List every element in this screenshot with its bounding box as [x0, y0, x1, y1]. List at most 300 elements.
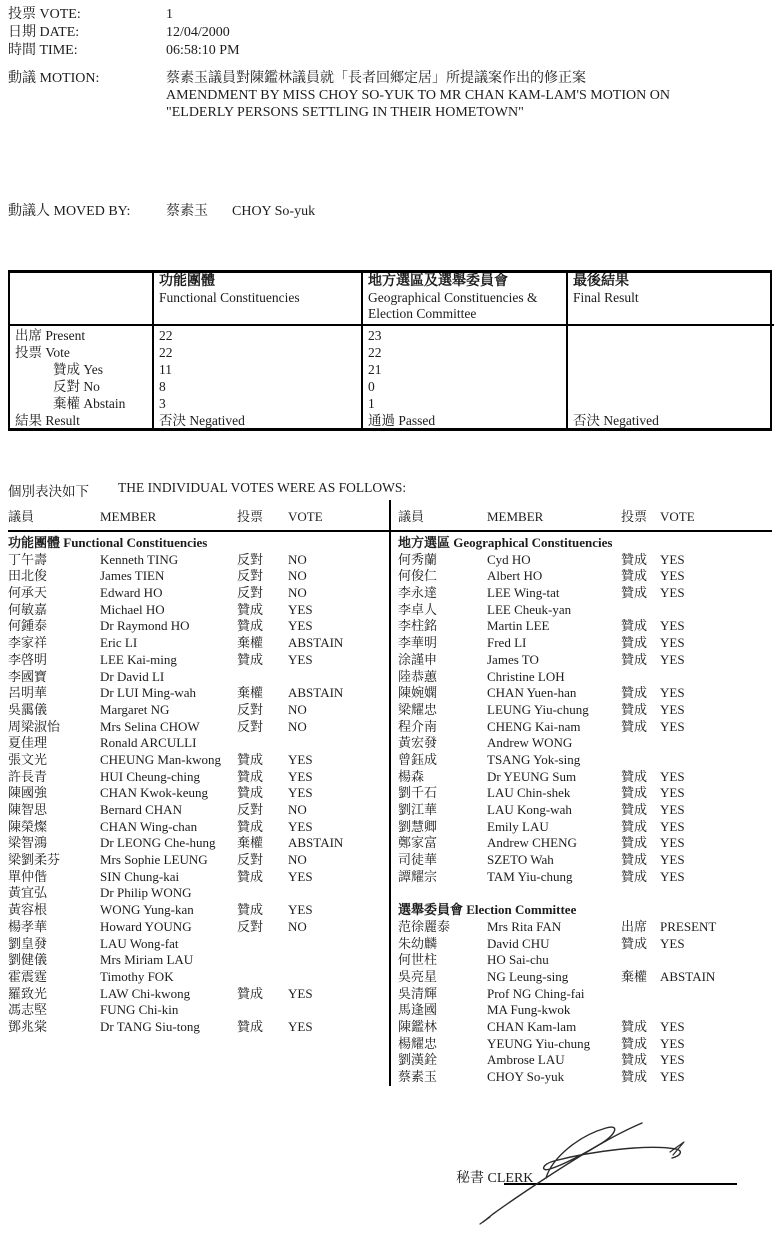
- member-name-cn: 劉慧卿: [398, 818, 438, 834]
- sum-col-fr: [566, 326, 774, 428]
- vote-en: YES: [660, 1018, 685, 1034]
- member-name-en: Dr YEUNG Sum: [487, 768, 577, 784]
- member-name-cn: 周梁淑怡: [8, 718, 61, 734]
- summary-line: 贊成 Yes: [53, 362, 104, 377]
- vote-en: [288, 936, 388, 953]
- member-row: [398, 769, 772, 786]
- vote-cn: [621, 669, 660, 686]
- vote-cn: 贊成: [621, 1035, 648, 1051]
- member-name-en: HUI Cheung-ching: [100, 768, 201, 784]
- vote-cn: 出席: [621, 918, 648, 934]
- vote-cn: 反對: [237, 701, 264, 717]
- vote-cn: 反對: [237, 802, 264, 817]
- vote-cn: 棄權: [237, 635, 264, 651]
- member-row: [398, 568, 772, 585]
- member-name-en: LAU Chin-shek: [487, 785, 571, 801]
- vote-cn: 反對: [237, 852, 264, 868]
- member-name-cn: 李國寶: [8, 668, 48, 684]
- member-name-cn: 梁耀忠: [398, 701, 438, 717]
- member-row: [398, 919, 772, 936]
- vote-cn: 贊成: [621, 1052, 648, 1068]
- column-header-row: [398, 509, 772, 535]
- summary-header-final: [566, 273, 774, 326]
- member-name-en: Cyd HO: [487, 551, 531, 567]
- summary-line: 否決 Negatived: [573, 413, 659, 428]
- vote-en: YES: [660, 1035, 685, 1051]
- member-row: [398, 952, 772, 969]
- vote-en: [660, 1002, 772, 1019]
- member-row: [8, 685, 388, 702]
- member-name-cn: 議員: [8, 509, 35, 524]
- vote-cn: [621, 986, 660, 1003]
- vote-en: [288, 669, 388, 686]
- moved-by-name-en: CHOY So-yuk: [232, 204, 316, 219]
- member-row: [398, 802, 772, 819]
- member-name-cn: 劉漢銓: [398, 1052, 438, 1068]
- member-name-en: CHAN Kam-lam: [487, 1018, 577, 1034]
- vote-en: YES: [660, 568, 685, 584]
- vote-cn: 棄權: [237, 685, 264, 701]
- member-row: [398, 752, 772, 769]
- member-name-cn: 陳婉嫻: [398, 685, 438, 701]
- vote-en: NO: [288, 918, 307, 934]
- summary-line: 通過 Passed: [368, 413, 436, 428]
- vote-cn: [237, 969, 288, 986]
- section-title: 地方選區 Geographical Constituencies: [398, 535, 613, 550]
- vote-en: [660, 952, 772, 969]
- vote-en: [660, 602, 772, 619]
- vote-en: [660, 986, 772, 1003]
- member-name-cn: 何鍾泰: [8, 618, 48, 634]
- vote-en: YES: [288, 1018, 313, 1034]
- individual-heading-en: THE INDIVIDUAL VOTES WERE AS FOLLOWS:: [118, 480, 407, 495]
- summary-header-empty: [10, 273, 152, 326]
- vote-en: YES: [288, 751, 313, 767]
- member-row: [8, 902, 388, 919]
- member-name-cn: 陳鑑林: [398, 1018, 438, 1034]
- member-name-cn: 霍震霆: [8, 968, 48, 984]
- member-name-en: LAW Chi-kwong: [100, 985, 191, 1001]
- member-row: [8, 585, 388, 602]
- member-name-cn: 何世柱: [398, 952, 438, 968]
- summary-header-geographical: [361, 273, 566, 326]
- member-name-cn: 黃宜弘: [8, 885, 48, 901]
- vote-cn: 贊成: [621, 618, 648, 634]
- member-name-en: SIN Chung-kai: [100, 868, 180, 884]
- vote-cn: 贊成: [237, 785, 264, 801]
- vote-en: YES: [660, 935, 685, 951]
- member-name-en: Ambrose LAU: [487, 1052, 565, 1068]
- vote-en: NO: [288, 701, 307, 717]
- vote-en: YES: [288, 902, 313, 918]
- member-name-en: Howard YOUNG: [100, 918, 192, 934]
- member-name-cn: 許長青: [8, 768, 48, 784]
- summary-line: 8: [159, 379, 166, 394]
- member-row: [8, 652, 388, 669]
- member-name-cn: 吳靄儀: [8, 701, 48, 717]
- member-name-en: Dr Philip WONG: [100, 885, 192, 901]
- sum-col-label: [10, 326, 152, 428]
- member-row: [8, 835, 388, 852]
- summary-line: 3: [159, 396, 166, 411]
- vote-cn: [621, 1002, 660, 1019]
- vote-cn: 贊成: [621, 935, 648, 951]
- member-row: [8, 785, 388, 802]
- member-name-cn: 曾鈺成: [398, 751, 438, 767]
- vote-cn: 反對: [237, 551, 264, 567]
- member-name-en: Michael HO: [100, 601, 165, 617]
- section-header-row: [8, 535, 388, 552]
- vote-en: YES: [660, 1069, 685, 1084]
- vote-cn: 投票: [621, 509, 648, 524]
- vote-en: YES: [288, 601, 313, 617]
- summary-line: 22: [159, 328, 173, 343]
- vote-en: YES: [660, 701, 685, 717]
- member-name-cn: 吳亮星: [398, 968, 438, 984]
- column-divider: [389, 500, 391, 1086]
- vote-en: YES: [660, 651, 685, 667]
- summary-header-functional-en: Functional Constituencies: [159, 290, 300, 305]
- member-name-en: Mrs Sophie LEUNG: [100, 852, 208, 868]
- member-name-en: LEUNG Yiu-chung: [487, 701, 589, 717]
- section-title: 功能團體 Functional Constituencies: [8, 535, 208, 550]
- member-name-en: Fred LI: [487, 635, 527, 651]
- vote-cn: [237, 669, 288, 686]
- vote-cn: 贊成: [621, 551, 648, 567]
- member-name-cn: 吳清輝: [398, 985, 438, 1001]
- vote-cn: 贊成: [621, 718, 648, 734]
- vote-cn: 贊成: [621, 818, 648, 834]
- member-row: [8, 635, 388, 652]
- summary-header-final-cn: 最後結果: [573, 274, 629, 289]
- member-name-en: David CHU: [487, 935, 550, 951]
- votes-column-functional: [8, 509, 388, 1036]
- member-row: [398, 969, 772, 986]
- member-name-en: Bernard CHAN: [100, 802, 182, 817]
- member-row: [398, 669, 772, 686]
- vote-cn: 贊成: [621, 651, 648, 667]
- member-name-cn: 李卓人: [398, 601, 438, 617]
- vote-cn: 贊成: [237, 868, 264, 884]
- vote-cn: 贊成: [237, 985, 264, 1001]
- member-row: [398, 819, 772, 836]
- vote-cn: 反對: [237, 585, 264, 601]
- member-name-cn: 議員: [398, 509, 425, 524]
- summary-line: [573, 344, 769, 361]
- vote-en: YES: [660, 802, 685, 817]
- clerk-signature: [430, 1106, 750, 1238]
- summary-header-functional: [152, 273, 361, 326]
- vote-cn: [621, 735, 660, 752]
- vote-cn: [621, 752, 660, 769]
- column-header-row: [8, 509, 388, 535]
- member-name-cn: 楊森: [398, 768, 425, 784]
- vote-cn: 贊成: [237, 601, 264, 617]
- summary-line: 出席 Present: [15, 328, 86, 343]
- vote-en: NO: [288, 568, 307, 584]
- member-row: [8, 986, 388, 1003]
- member-row: [398, 1069, 772, 1086]
- member-name-en: Albert HO: [487, 568, 543, 584]
- vote-cn: 贊成: [621, 785, 648, 801]
- summary-line: 22: [159, 345, 173, 360]
- member-row: [8, 1019, 388, 1036]
- member-row: [8, 952, 388, 969]
- member-name-en: MEMBER: [100, 509, 157, 524]
- member-row: [398, 1019, 772, 1036]
- vote-en: YES: [288, 818, 313, 834]
- member-row: [8, 735, 388, 752]
- member-row: [398, 1036, 772, 1053]
- vote-cn: 贊成: [237, 818, 264, 834]
- time-value: 06:58:10 PM: [166, 43, 240, 58]
- vote-cn: [621, 602, 660, 619]
- section-header-row: [398, 535, 772, 552]
- member-name-en: Mrs Rita FAN: [487, 918, 562, 934]
- vote-cn: [237, 885, 288, 902]
- vote-en: YES: [288, 868, 313, 884]
- member-name-en: WONG Yung-kan: [100, 902, 194, 918]
- vote-cn: 贊成: [237, 751, 264, 767]
- member-row: [398, 585, 772, 602]
- member-row: [8, 669, 388, 686]
- member-row: [8, 969, 388, 986]
- member-name-en: James TIEN: [100, 568, 165, 584]
- vote-en: ABSTAIN: [288, 835, 344, 851]
- vote-en: YES: [660, 768, 685, 784]
- member-row: [398, 685, 772, 702]
- member-name-en: LEE Cheuk-yan: [487, 601, 572, 617]
- member-name-cn: 李永達: [398, 585, 438, 601]
- member-name-cn: 李華明: [398, 635, 438, 651]
- member-name-cn: 李家祥: [8, 635, 48, 651]
- member-row: [8, 702, 388, 719]
- sum-col-gc: [361, 326, 566, 428]
- member-name-en: Margaret NG: [100, 701, 170, 717]
- member-name-en: Prof NG Ching-fai: [487, 985, 585, 1001]
- member-row: [8, 936, 388, 953]
- vote-cn: [237, 735, 288, 752]
- member-name-cn: 范徐麗泰: [398, 918, 451, 934]
- member-name-en: Eric LI: [100, 635, 138, 651]
- moved-by-name-cn: 蔡素玉: [166, 204, 208, 219]
- member-row: [8, 852, 388, 869]
- vote-en: YES: [288, 785, 313, 801]
- member-name-cn: 夏佳理: [8, 735, 48, 751]
- vote-en: NO: [288, 551, 307, 567]
- member-name-cn: 單仲偕: [8, 868, 48, 884]
- vote-cn: 贊成: [621, 685, 648, 701]
- member-name-en: Ronald ARCULLI: [100, 735, 197, 751]
- member-row: [398, 719, 772, 736]
- vote-cn: 反對: [237, 918, 264, 934]
- summary-line: 21: [368, 362, 382, 377]
- member-name-en: Christine LOH: [487, 668, 565, 684]
- vote-en: [288, 885, 388, 902]
- summary-line: 0: [368, 379, 375, 394]
- member-name-cn: 李柱銘: [398, 618, 438, 634]
- vote-cn: 贊成: [237, 902, 264, 918]
- member-row: [8, 819, 388, 836]
- member-name-cn: 劉江華: [398, 802, 438, 817]
- member-row: [398, 735, 772, 752]
- member-row: [8, 769, 388, 786]
- vote-en: ABSTAIN: [660, 968, 716, 984]
- vote-cn: 贊成: [237, 1018, 264, 1034]
- vote-en: YES: [288, 618, 313, 634]
- vote-cn: 棄權: [621, 968, 648, 984]
- member-row: [398, 602, 772, 619]
- vote-en: NO: [288, 585, 307, 601]
- vote-cn: 贊成: [621, 768, 648, 784]
- member-name-en: MA Fung-kwok: [487, 1002, 571, 1018]
- member-name-cn: 楊耀忠: [398, 1035, 438, 1051]
- vote-number-label: 投票 VOTE:: [8, 7, 81, 22]
- summary-line: 1: [368, 396, 375, 411]
- vote-en: YES: [660, 785, 685, 801]
- summary-line: 11: [159, 362, 172, 377]
- member-name-en: CHENG Kai-nam: [487, 718, 581, 734]
- member-name-cn: 梁智鴻: [8, 835, 48, 851]
- member-name-en: Emily LAU: [487, 818, 549, 834]
- member-name-en: HO Sai-chu: [487, 952, 549, 968]
- vote-cn: 棄權: [237, 835, 264, 851]
- vote-en: [288, 952, 388, 969]
- summary-line: 否決 Negatived: [159, 413, 245, 428]
- summary-line: 結果 Result: [15, 413, 80, 428]
- time-label: 時間 TIME:: [8, 43, 78, 58]
- member-name-cn: 譚耀宗: [398, 868, 438, 884]
- vote-cn: [621, 952, 660, 969]
- date-value: 12/04/2000: [166, 25, 230, 40]
- member-row: [398, 552, 772, 569]
- member-row: [398, 1002, 772, 1019]
- vote-en: YES: [288, 651, 313, 667]
- vote-cn: 投票: [237, 509, 264, 524]
- vote-cn: [237, 952, 288, 969]
- sum-col-fc: [152, 326, 361, 428]
- vote-en: [660, 735, 772, 752]
- member-name-en: CHAN Wing-chan: [100, 818, 198, 834]
- member-name-en: CHEUNG Man-kwong: [100, 751, 221, 767]
- votes-column-geo-election: [398, 509, 772, 1086]
- vote-cn: [237, 1002, 288, 1019]
- member-name-cn: 朱幼麟: [398, 935, 438, 951]
- member-name-cn: 羅致光: [8, 985, 48, 1001]
- vote-en: [288, 969, 388, 986]
- member-row: [8, 602, 388, 619]
- vote-en: NO: [288, 718, 307, 734]
- member-name-cn: 何承天: [8, 585, 48, 601]
- member-name-cn: 劉千石: [398, 785, 438, 801]
- member-name-en: SZETO Wah: [487, 852, 554, 868]
- motion-text-en2: "ELDERLY PERSONS SETTLING IN THEIR HOMETOWN": [166, 105, 524, 120]
- member-name-cn: 陳國強: [8, 785, 48, 801]
- vote-en: [660, 752, 772, 769]
- vote-cn: 贊成: [621, 868, 648, 884]
- vote-cn: 贊成: [621, 1069, 648, 1084]
- vote-en: PRESENT: [660, 918, 717, 934]
- member-name-cn: 劉皇發: [8, 935, 48, 951]
- member-name-cn: 陳智思: [8, 802, 48, 817]
- vote-en: [288, 735, 388, 752]
- vote-cn: [237, 936, 288, 953]
- motion-text-cn: 蔡素玉議員對陳鑑林議員就「長者回鄉定居」所提議案作出的修正案: [166, 71, 586, 86]
- member-name-cn: 梁劉柔芬: [8, 852, 61, 868]
- member-row: [8, 568, 388, 585]
- vote-en: NO: [288, 852, 307, 868]
- member-name-cn: 劉健儀: [8, 952, 48, 968]
- vote-en: YES: [660, 818, 685, 834]
- vote-en: ABSTAIN: [288, 635, 344, 651]
- member-name-en: Dr LEONG Che-hung: [100, 835, 216, 851]
- member-row: [398, 635, 772, 652]
- vote-cn: 贊成: [237, 651, 264, 667]
- member-name-cn: 鄭家富: [398, 835, 438, 851]
- summary-line: [573, 395, 769, 412]
- member-name-en: Dr TANG Siu-tong: [100, 1018, 200, 1034]
- vote-cn: 贊成: [621, 852, 648, 868]
- vote-cn: 贊成: [237, 768, 264, 784]
- member-row: [398, 869, 772, 886]
- vote-en: [288, 1002, 388, 1019]
- member-name-en: YEUNG Yiu-chung: [487, 1035, 591, 1051]
- summary-line: 投票 Vote: [15, 345, 70, 360]
- summary-header-geographical-cn: 地方選區及選舉委員會: [368, 274, 508, 289]
- member-row: [398, 936, 772, 953]
- member-name-cn: 田北俊: [8, 568, 48, 584]
- member-name-cn: 陳榮燦: [8, 818, 48, 834]
- vote-en: YES: [660, 718, 685, 734]
- member-name-cn: 李啓明: [8, 651, 48, 667]
- member-name-en: Dr David LI: [100, 668, 165, 684]
- member-name-cn: 涂謹申: [398, 651, 438, 667]
- member-name-en: LAU Wong-fat: [100, 935, 179, 951]
- member-row: [398, 1052, 772, 1069]
- vote-en: VOTE: [288, 509, 323, 524]
- member-row: [398, 652, 772, 669]
- member-row: [8, 552, 388, 569]
- motion-label: 動議 MOTION:: [8, 71, 100, 86]
- member-name-en: TSANG Yok-sing: [487, 751, 581, 767]
- member-name-cn: 何秀蘭: [398, 551, 438, 567]
- member-name-en: CHAN Yuen-han: [487, 685, 577, 701]
- member-row: [8, 919, 388, 936]
- vote-cn: 贊成: [621, 568, 648, 584]
- date-label: 日期 DATE:: [8, 25, 80, 40]
- summary-line: [573, 327, 769, 344]
- vote-en: YES: [660, 835, 685, 851]
- vote-en: YES: [288, 985, 313, 1001]
- member-name-cn: 何敏嘉: [8, 601, 48, 617]
- vote-en: YES: [660, 685, 685, 701]
- member-row: [398, 835, 772, 852]
- member-name-cn: 黃宏發: [398, 735, 438, 751]
- member-name-en: Andrew CHENG: [487, 835, 577, 851]
- summary-line: [573, 361, 769, 378]
- vote-cn: 贊成: [621, 1018, 648, 1034]
- member-name-en: Mrs Miriam LAU: [100, 952, 194, 968]
- member-name-en: Timothy FOK: [100, 968, 174, 984]
- member-name-en: James TO: [487, 651, 539, 667]
- member-name-en: LAU Kong-wah: [487, 802, 572, 817]
- member-name-cn: 程介南: [398, 718, 438, 734]
- member-name-cn: 鄧兆棠: [8, 1018, 48, 1034]
- member-name-en: LEE Kai-ming: [100, 651, 177, 667]
- vote-cn: 反對: [237, 718, 264, 734]
- member-name-en: TAM Yiu-chung: [487, 868, 573, 884]
- vote-en: YES: [660, 618, 685, 634]
